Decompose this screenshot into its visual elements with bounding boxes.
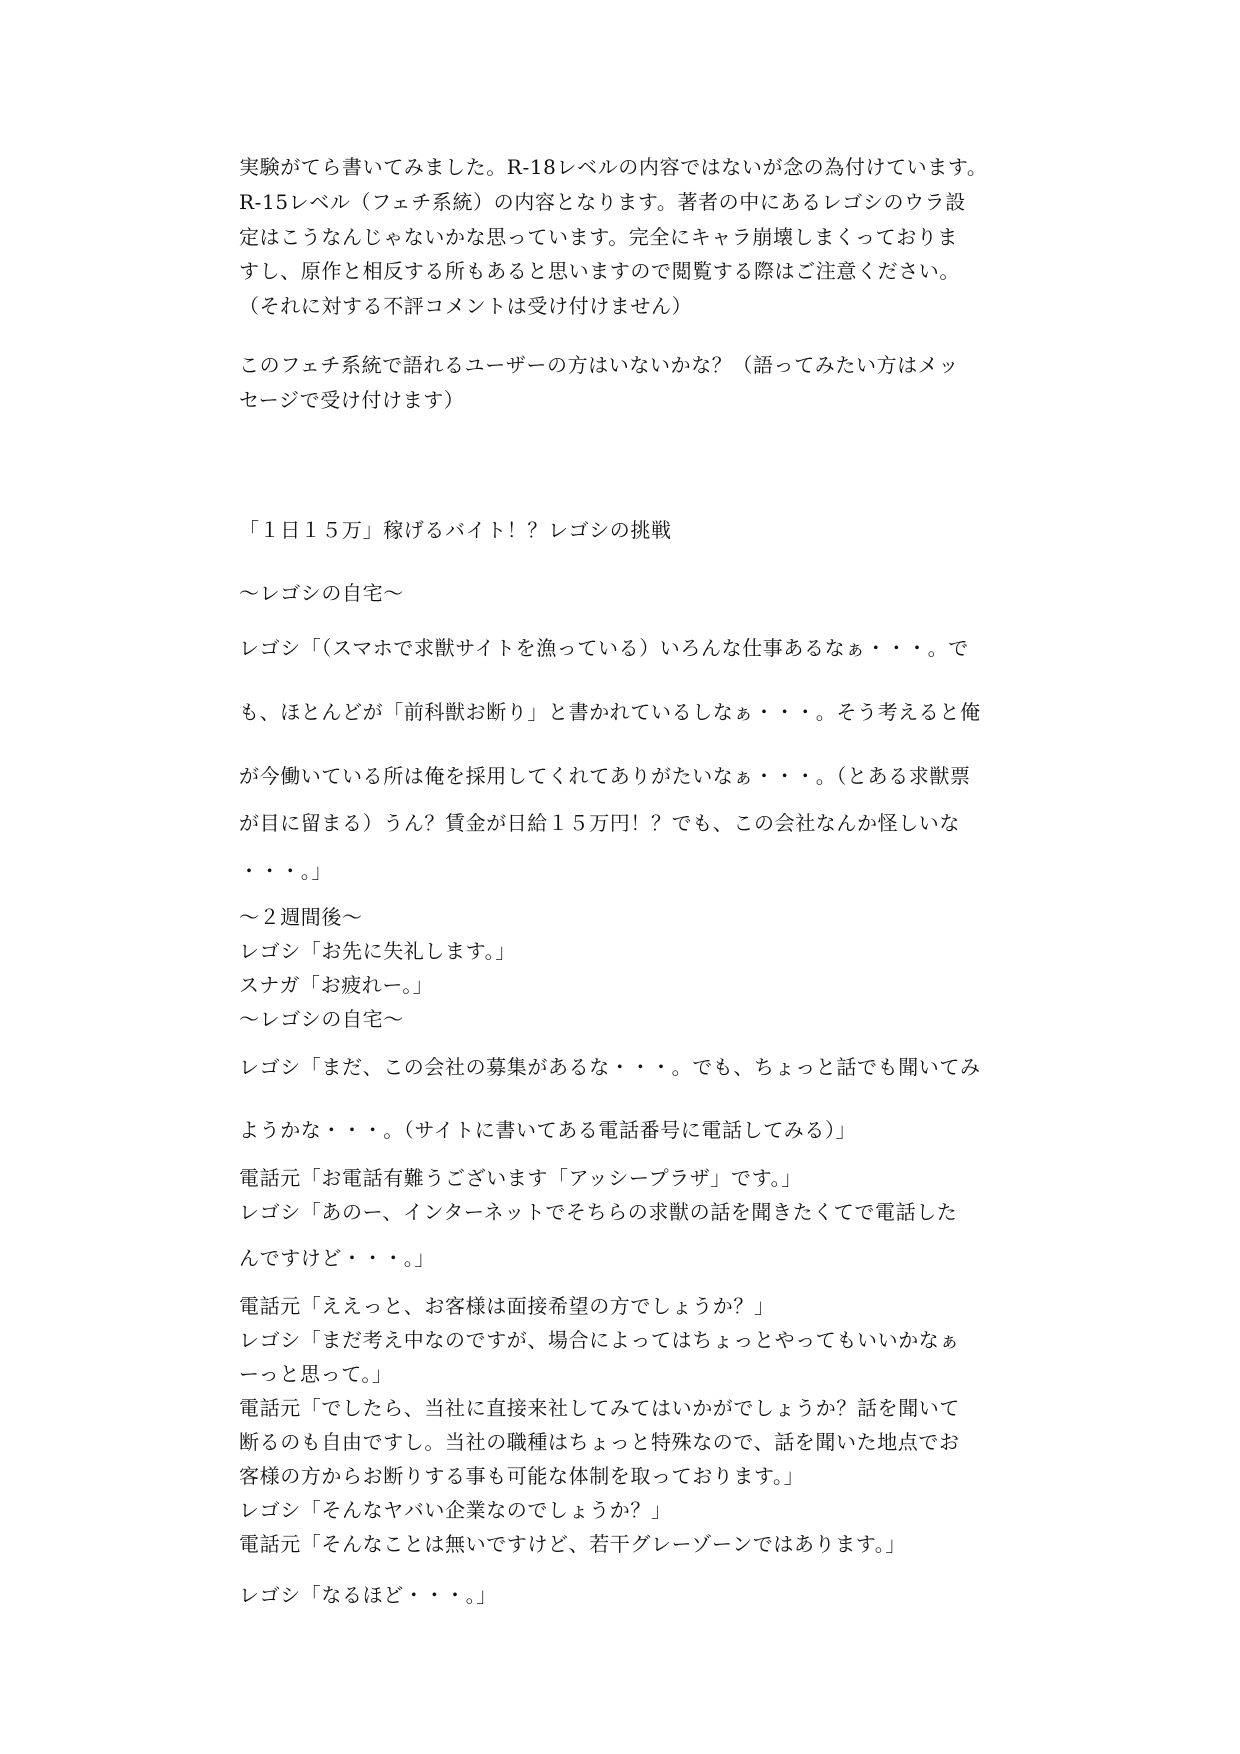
dialogue-line: レゴシ「（スマホで求獣サイトを漁っている）いろんな仕事あるなぁ・・・。で: [239, 636, 969, 660]
dialogue-line: ーっと思って。」: [239, 1362, 393, 1386]
dialogue-line: も、ほとんどが「前科獣お断り」と書かれているしなぁ・・・。そう考えると俺: [239, 700, 981, 724]
preface-line: （それに対する不評コメントは受け付けません）: [239, 294, 693, 318]
dialogue-line: レゴシ「そんなヤバい企業なのでしょうか？」: [239, 1498, 672, 1522]
dialogue-line: レゴシ「まだ考え中なのですが、場合によってはちょっとやってもいいかなぁ: [239, 1328, 960, 1352]
preface-question-line: セージで受け付けます）: [239, 388, 465, 412]
dialogue-line: レゴシ「なるほど・・・。」: [239, 1583, 497, 1607]
dialogue-line: ようかな・・・。（サイトに書いてある電話番号に電話してみる）」: [239, 1118, 857, 1142]
scene-heading: 〜２週間後〜: [239, 905, 363, 929]
preface-line: 実験がてら書いてみました。R-18レベルの内容ではないが念の為付けています。: [239, 155, 988, 179]
dialogue-line: 客様の方からお断りする事も可能な体制を取っております。」: [239, 1464, 805, 1488]
dialogue-line: ・・・。」: [239, 859, 332, 883]
dialogue-line: レゴシ「お先に失礼します。」: [239, 939, 516, 963]
dialogue-line: レゴシ「まだ、この会社の募集があるな・・・。でも、ちょっと話でも聞いてみ: [239, 1055, 981, 1079]
dialogue-line: 電話元「でしたら、当社に直接来社してみてはいかがでしょうか？話を聞いて: [239, 1396, 960, 1420]
dialogue-line: レゴシ「あのー、インターネットでそちらの求獣の話を聞きたくてで電話した: [239, 1200, 958, 1224]
preface-question-line: このフェチ系統で語れるユーザーの方はいないかな？（語ってみたい方はメッ: [239, 353, 959, 377]
preface-line: 定はこうなんじゃないかな思っています。完全にキャラ崩壊しまくっておりま: [239, 225, 958, 249]
dialogue-line: 断るのも自由ですし。当社の職種はちょっと特殊なので、話を聞いた地点でお: [239, 1430, 960, 1454]
dialogue-line: 電話元「ええっと、お客様は面接希望の方でしょうか？」: [239, 1294, 775, 1318]
dialogue-line: んですけど・・・。」: [239, 1246, 435, 1270]
scene-heading: 〜レゴシの自宅〜: [239, 1007, 404, 1031]
story-title: 「１日１５万」稼げるバイト！？レゴシの挑戦: [239, 518, 672, 542]
dialogue-line: が目に留まる）うん？賃金が日給１５万円！？でも、この会社なんか怪しいな: [239, 811, 960, 835]
preface-line: R-15レベル（フェチ系統）の内容となります。著者の中にあるレゴシのウラ設: [239, 190, 966, 214]
dialogue-line: が今働いている所は俺を採用してくれてありがたいなぁ・・・。（とある求獣票: [239, 764, 971, 788]
dialogue-line: 電話元「お電話有難うございます「アッシープラザ」です。」: [239, 1166, 802, 1190]
dialogue-line: スナガ「お疲れー。」: [239, 973, 434, 997]
scene-heading: 〜レゴシの自宅〜: [239, 581, 404, 605]
dialogue-line: 電話元「そんなことは無いですけど、若干グレーゾーンではあります。」: [239, 1532, 906, 1556]
preface-line: すし、原作と相反する所もあると思いますので閲覧する際はご注意ください。: [239, 259, 960, 283]
